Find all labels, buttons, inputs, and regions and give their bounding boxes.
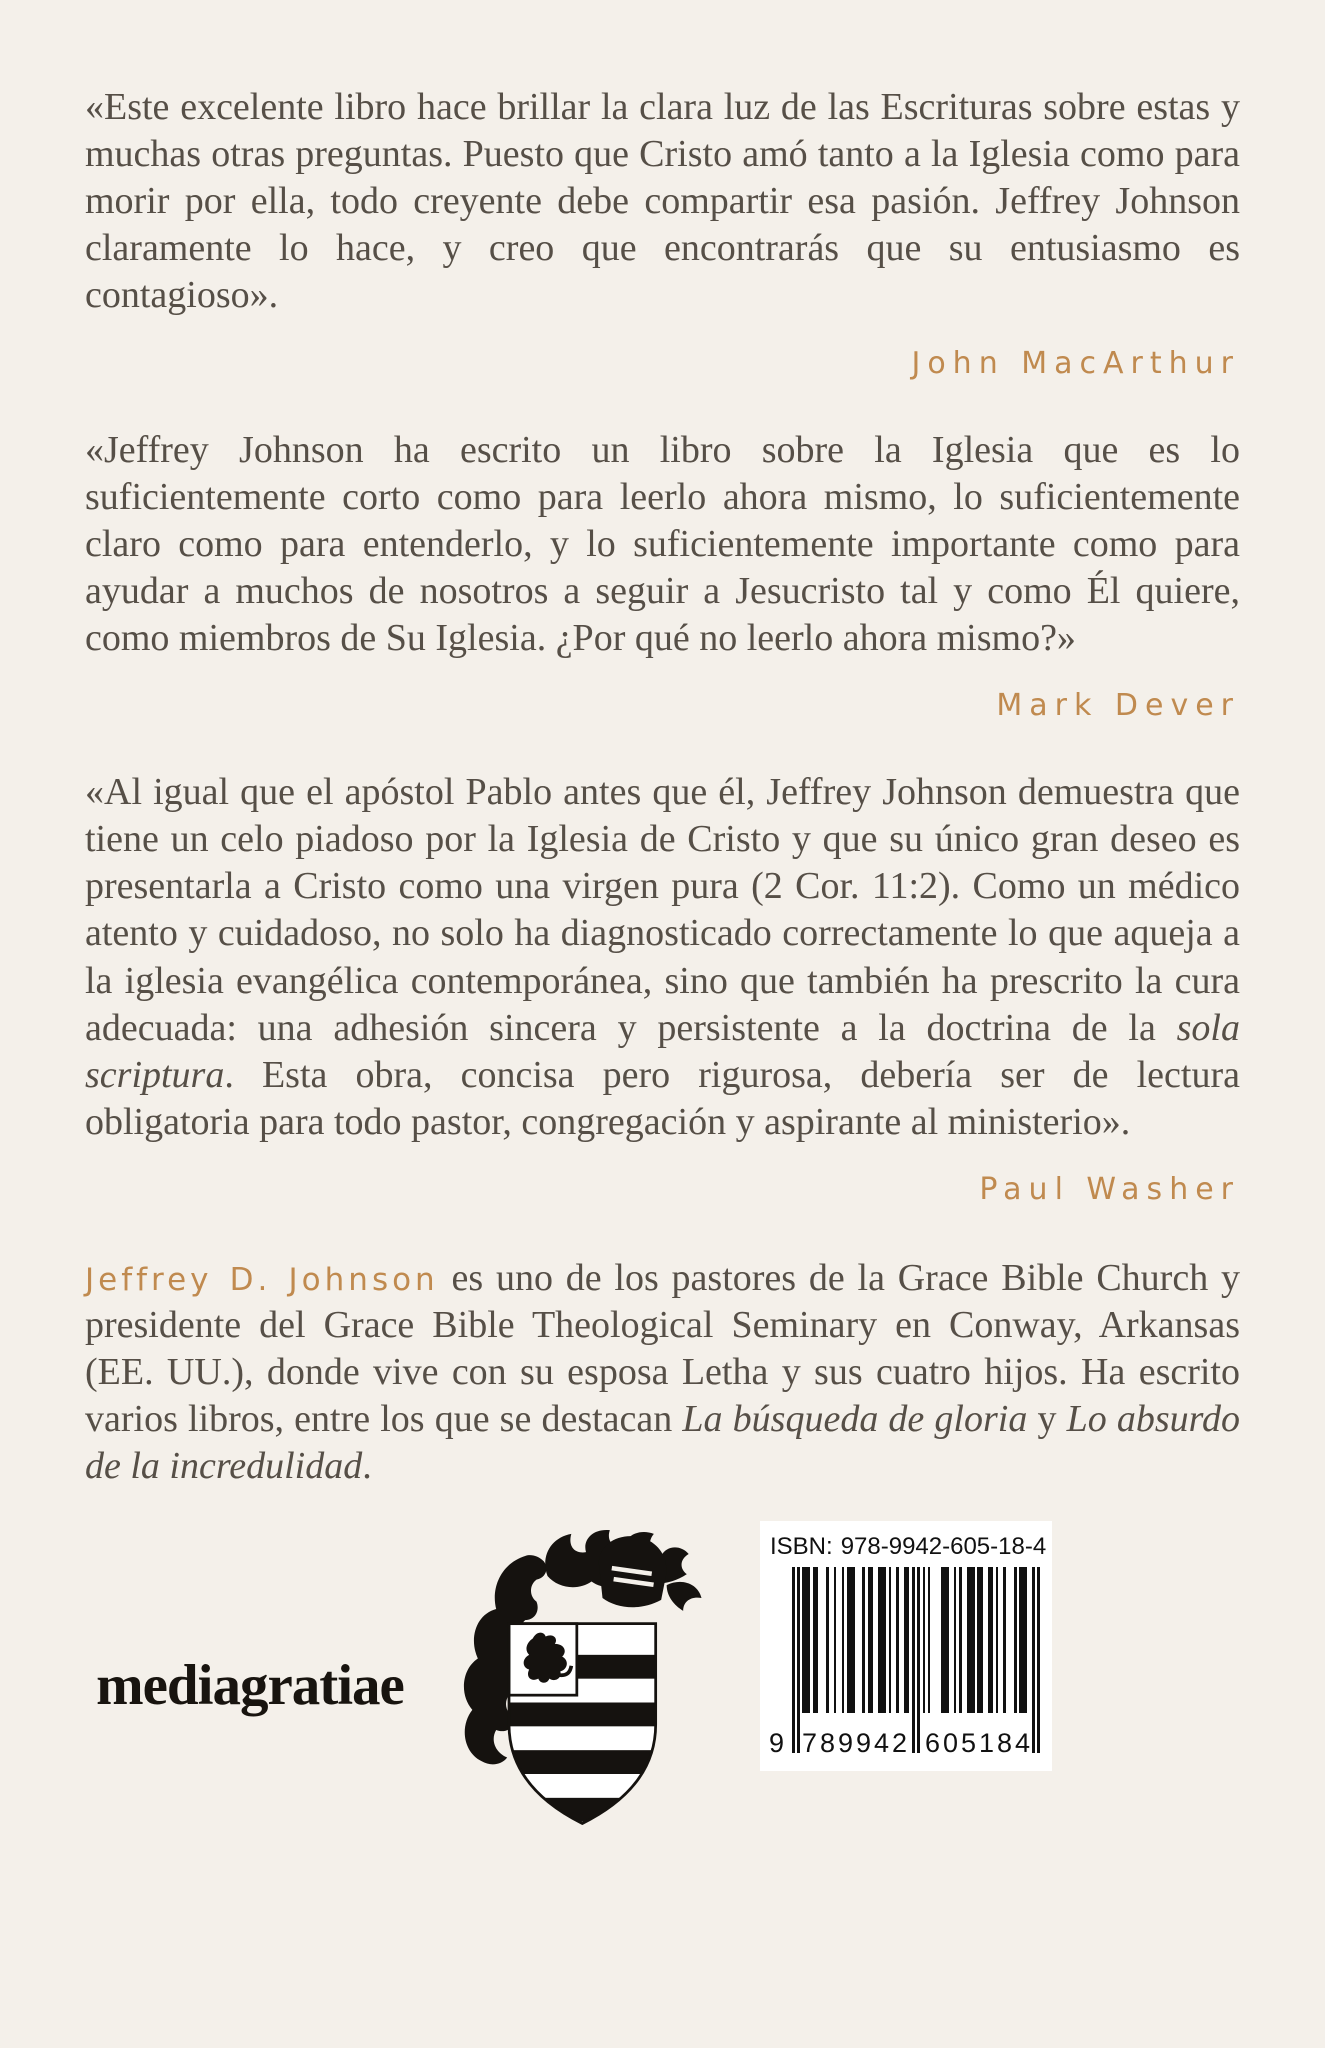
endorsement-quote: «Jeffrey Johnson ha escrito un libro sobre la Iglesia que es lo suficientemente corto como para leerlo ahora mismo, lo suficientemente claro como para entenderlo, y lo suficientemente importante como para ayudar a muchos de nosotros a seguir a Jesucristo tal y como Él quiere, como miembros de Su Iglesia. ¿Por qué no leerlo ahora mismo?» bbox=[85, 428, 1240, 659]
barcode-bar bbox=[954, 1567, 957, 1714]
barcode-bar bbox=[1014, 1567, 1017, 1714]
barcode-bar bbox=[1003, 1567, 1006, 1714]
bio-text-segment: y bbox=[1027, 1398, 1067, 1441]
barcode-digit-group: 789942 bbox=[801, 1727, 911, 1758]
endorsement-quote bbox=[85, 769, 1240, 1146]
barcode-bar bbox=[904, 1567, 909, 1714]
barcode-bar bbox=[1037, 1567, 1040, 1753]
barcode-bar bbox=[923, 1567, 926, 1714]
quote-text-segment: . Esta obra, concisa pero rigurosa, debería ser de lectura obligatoria para todo pastor, congregación y aspirante al ministerio». bbox=[85, 1053, 1240, 1143]
barcode-bar bbox=[928, 1567, 931, 1714]
ean13-barcode bbox=[769, 1567, 1042, 1758]
barcode-bar bbox=[1032, 1567, 1035, 1753]
endorsement-macarthur bbox=[85, 84, 1240, 381]
book-title: La búsqueda de gloria bbox=[682, 1398, 1028, 1441]
barcode-bar bbox=[977, 1567, 982, 1714]
quote-text-segment: «Al igual que el apóstol Pablo antes que él, Jeffrey Johnson demuestra que tiene un celo piadoso por la Iglesia de Cristo y que su único gran deseo es presentarla a Cristo como una virgen pura (2 Cor. 11:2). Como un médico atento y cuidadoso, no solo ha diagnosticado correctamente lo que aqueja a la iglesia evangélica contemporánea, sino que también ha prescrito la cura adecuada: una adhesión sincera y persistente a la doctrina de la bbox=[85, 771, 1240, 1049]
author-bio-text bbox=[85, 1255, 1240, 1491]
heraldic-crest-icon bbox=[435, 1521, 715, 1851]
publisher-logo: mediagratiae bbox=[96, 1654, 404, 1718]
endorsement-author: John MacArthur bbox=[911, 345, 1240, 381]
barcode-bar bbox=[813, 1567, 818, 1714]
barcode-bar bbox=[802, 1567, 810, 1714]
barcode-digit-group: 605184 bbox=[924, 1727, 1034, 1758]
barcode-bars bbox=[792, 1567, 1040, 1755]
bio-text-segment: . bbox=[362, 1445, 372, 1488]
isbn-text bbox=[770, 1532, 1047, 1561]
barcode-bar bbox=[912, 1567, 915, 1753]
barcode-bar bbox=[792, 1567, 795, 1753]
barcode-digit-first: 9 bbox=[769, 1727, 788, 1758]
author-bio bbox=[85, 1255, 1240, 1491]
latin-phrase: sola scriptura bbox=[85, 1006, 1240, 1096]
barcode-bar bbox=[847, 1567, 855, 1714]
bio-text-segment: es uno de los pastores de la Grace Bible Church y presidente del Grace Bible Theological Seminary en Conway, Arkansas (EE. UU.), donde vive con su esposa Letha y sus cuatro hijos. Ha escrito varios libros, entre los que se destacan bbox=[85, 1256, 1240, 1441]
footer bbox=[85, 1521, 1240, 1851]
barcode-bar bbox=[826, 1567, 829, 1714]
book-title: Lo absurdo de la incredulidad bbox=[85, 1398, 1240, 1488]
author-name: Jeffrey D. Johnson bbox=[85, 1261, 439, 1298]
endorsement-quote: «Este excelente libro hace brillar la clara luz de las Escrituras sobre estas y muchas otras preguntas. Puesto que Cristo amó tanto a la Iglesia como para morir por ella, todo creyente debe compartir esa pasión. Jeffrey Johnson claramente lo hace, y creo que encontrarás que su entusiasmo es contagioso». bbox=[85, 86, 1240, 317]
isbn-label: ISBN: bbox=[770, 1532, 833, 1560]
endorsement-author: Paul Washer bbox=[979, 1171, 1240, 1207]
barcode-bar bbox=[959, 1567, 962, 1714]
barcode-bar bbox=[797, 1567, 800, 1753]
barcode-bar bbox=[889, 1567, 892, 1714]
endorsement-washer bbox=[85, 769, 1240, 1207]
barcode-bar bbox=[878, 1567, 886, 1714]
isbn-number: 978-9942-605-18-4 bbox=[840, 1532, 1047, 1560]
barcode-bar bbox=[988, 1567, 993, 1714]
barcode-bar bbox=[896, 1567, 899, 1714]
barcode-bar bbox=[868, 1567, 873, 1714]
barcode-bar bbox=[1019, 1567, 1027, 1714]
barcode-bar bbox=[862, 1567, 865, 1714]
endorsement-dever bbox=[85, 427, 1240, 724]
isbn-block bbox=[760, 1521, 1052, 1771]
barcode-bar bbox=[917, 1567, 920, 1753]
barcode-bar bbox=[834, 1567, 837, 1714]
barcode-bar bbox=[842, 1567, 845, 1714]
barcode-bar bbox=[941, 1567, 949, 1714]
barcode-bar bbox=[996, 1567, 999, 1714]
endorsement-author: Mark Dever bbox=[996, 688, 1240, 724]
barcode-bar bbox=[967, 1567, 975, 1714]
